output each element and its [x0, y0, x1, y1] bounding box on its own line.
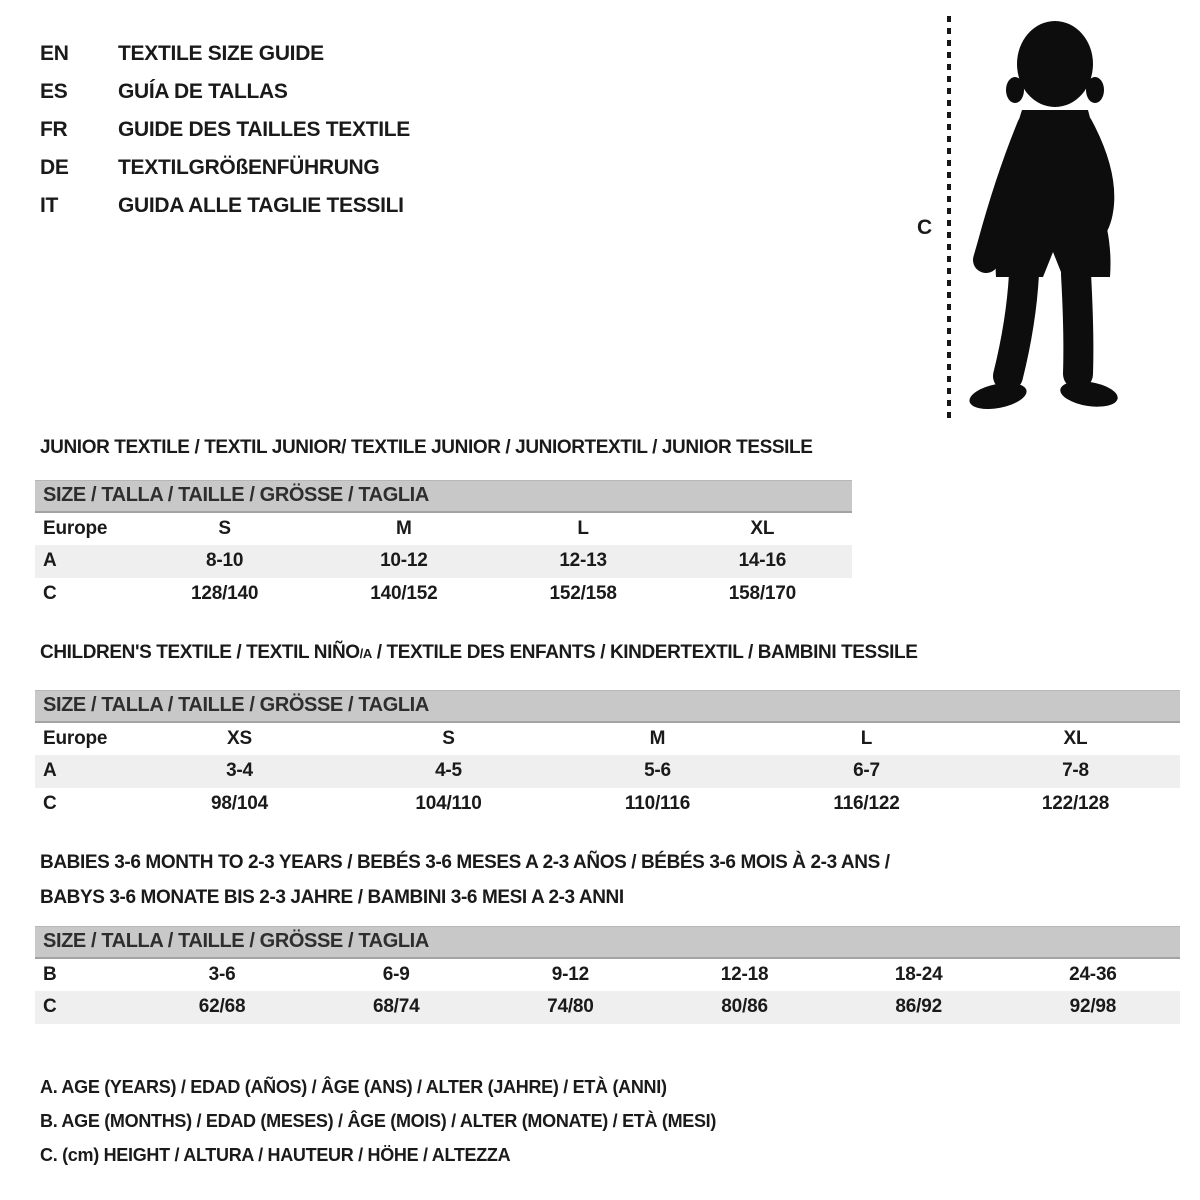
- size-cell: S: [218, 517, 231, 539]
- children-size-table: [35, 690, 1180, 821]
- height-cell: 158/170: [728, 583, 797, 604]
- row-label: A: [35, 755, 135, 788]
- height-cell: 152/158: [549, 583, 617, 604]
- height-cell: 110/116: [624, 793, 691, 814]
- babies-title-line2: BABYS 3-6 MONATE BIS 2-3 JAHRE / BAMBINI 3-6 MESI A 2-3 ANNI: [40, 887, 624, 908]
- height-cell: 80/86: [657, 991, 831, 1024]
- age-cell: 6-7: [762, 755, 971, 788]
- babies-section-title: [40, 845, 890, 915]
- children-title-part2: / TEXTILE DES ENFANTS / KINDERTEXTIL / BAMBINI TESSILE: [371, 642, 918, 663]
- lang-title: TEXTILE SIZE GUIDE: [118, 42, 324, 65]
- junior-height-row: [35, 578, 852, 611]
- junior-size-table: [35, 480, 852, 611]
- age-cell: 14-16: [673, 545, 852, 578]
- children-age-row: [35, 755, 1180, 788]
- lang-row-de: [40, 156, 410, 194]
- row-label: Europe: [43, 517, 108, 539]
- age-cell: 5-6: [553, 755, 762, 788]
- size-header-bar: SIZE / TALLA / TAILLE / GRÖSSE / TAGLIA: [35, 691, 1180, 722]
- lang-title: GUIDE DES TAILLES TEXTILE: [118, 118, 410, 141]
- months-cell: 24-36: [1069, 963, 1117, 985]
- row-label: C: [43, 583, 57, 604]
- row-label: C: [35, 991, 135, 1024]
- height-cell: 62/68: [135, 991, 309, 1024]
- height-measure-dashed-line: [947, 16, 951, 418]
- height-cell: 116/122: [833, 793, 900, 814]
- size-cell: L: [860, 727, 873, 749]
- lang-row-en: [40, 42, 410, 80]
- toddler-ear-right: [1086, 77, 1104, 103]
- children-region-row: [35, 722, 1180, 755]
- height-cell: 98/104: [211, 793, 268, 814]
- toddler-silhouette: [956, 14, 1144, 421]
- size-cell: M: [649, 727, 666, 749]
- lang-row-it: [40, 194, 410, 232]
- lang-title: GUÍA DE TALLAS: [118, 80, 288, 103]
- legend-age-years: A. AGE (YEARS) / EDAD (AÑOS) / ÂGE (ANS) / ALTER (JAHRE) / ETÀ (ANNI): [40, 1077, 667, 1097]
- size-cell: M: [396, 517, 412, 539]
- babies-title-line1: BABIES 3-6 MONTH TO 2-3 YEARS / BEBÉS 3-6 MESES A 2-3 AÑOS / BÉBÉS 3-6 MOIS À 2-3 ANS /: [40, 852, 890, 873]
- age-cell: 3-4: [135, 755, 344, 788]
- size-cell: XL: [1063, 727, 1088, 749]
- size-cell: S: [442, 727, 455, 749]
- junior-region-row: [35, 512, 852, 545]
- row-label: A: [35, 545, 135, 578]
- measurement-legend: [40, 1070, 716, 1172]
- height-cell: 92/98: [1006, 991, 1180, 1024]
- lang-row-es: [40, 80, 410, 118]
- children-title-sub: /A: [359, 646, 372, 661]
- height-cell: 122/128: [1041, 793, 1110, 814]
- toddler-ear-left: [1006, 77, 1024, 103]
- lang-title: GUIDA ALLE TAGLIE TESSILI: [118, 194, 404, 217]
- age-cell: 4-5: [344, 755, 553, 788]
- height-cell: 128/140: [190, 583, 259, 604]
- size-cell: XL: [750, 517, 775, 539]
- lang-code: EN: [40, 42, 69, 65]
- height-cell: 140/152: [370, 583, 438, 604]
- lang-code: FR: [40, 118, 68, 141]
- legend-age-months: B. AGE (MONTHS) / EDAD (MESES) / ÂGE (MOIS) / ALTER (MONATE) / ETÀ (MESI): [40, 1111, 717, 1131]
- row-label: B: [43, 963, 57, 985]
- height-cell: 74/80: [483, 991, 657, 1024]
- children-height-row: [35, 788, 1180, 821]
- babies-size-table: [35, 926, 1180, 1024]
- months-cell: 9-12: [551, 963, 589, 985]
- age-cell: 10-12: [314, 545, 493, 578]
- babies-height-row: [35, 991, 1180, 1024]
- months-cell: 6-9: [382, 963, 410, 985]
- height-measure-label: C: [917, 216, 932, 239]
- toddler-head: [1017, 21, 1093, 107]
- size-header-row: [35, 481, 852, 512]
- months-cell: 3-6: [208, 963, 236, 985]
- lang-code: ES: [40, 80, 68, 103]
- size-header-row: [35, 691, 1180, 722]
- height-cell: 68/74: [309, 991, 483, 1024]
- children-section-title: [40, 642, 917, 664]
- lang-code: IT: [40, 194, 59, 217]
- junior-section-title: JUNIOR TEXTILE / TEXTIL JUNIOR/ TEXTILE JUNIOR / JUNIORTEXTIL / JUNIOR TESSILE: [40, 437, 813, 458]
- legend-height-cm: C. (cm) HEIGHT / ALTURA / HAUTEUR / HÖHE / ALTEZZA: [40, 1145, 511, 1165]
- row-label: Europe: [43, 727, 108, 749]
- babies-months-row: [35, 958, 1180, 991]
- age-cell: 7-8: [971, 755, 1180, 788]
- size-cell: L: [577, 517, 589, 539]
- row-label: C: [43, 793, 57, 814]
- months-cell: 18-24: [894, 963, 943, 985]
- lang-row-fr: [40, 118, 410, 156]
- size-cell: XS: [227, 727, 252, 749]
- age-cell: 8-10: [135, 545, 314, 578]
- height-cell: 104/110: [415, 793, 482, 814]
- size-header-bar: SIZE / TALLA / TAILLE / GRÖSSE / TAGLIA: [35, 927, 1180, 958]
- lang-title: TEXTILGRÖßENFÜHRUNG: [118, 156, 380, 179]
- children-title-part1: CHILDREN'S TEXTILE / TEXTIL NIÑO: [40, 642, 360, 663]
- size-header-bar: SIZE / TALLA / TAILLE / GRÖSSE / TAGLIA: [35, 481, 852, 512]
- toddler-leg-left: [1008, 274, 1024, 376]
- age-cell: 12-13: [494, 545, 673, 578]
- size-header-row: [35, 927, 1180, 958]
- toddler-leg-right: [1076, 274, 1078, 374]
- junior-age-row: [35, 545, 852, 578]
- height-cell: 86/92: [832, 991, 1006, 1024]
- language-header: [40, 42, 410, 232]
- months-cell: 12-18: [720, 963, 769, 985]
- lang-code: DE: [40, 156, 69, 179]
